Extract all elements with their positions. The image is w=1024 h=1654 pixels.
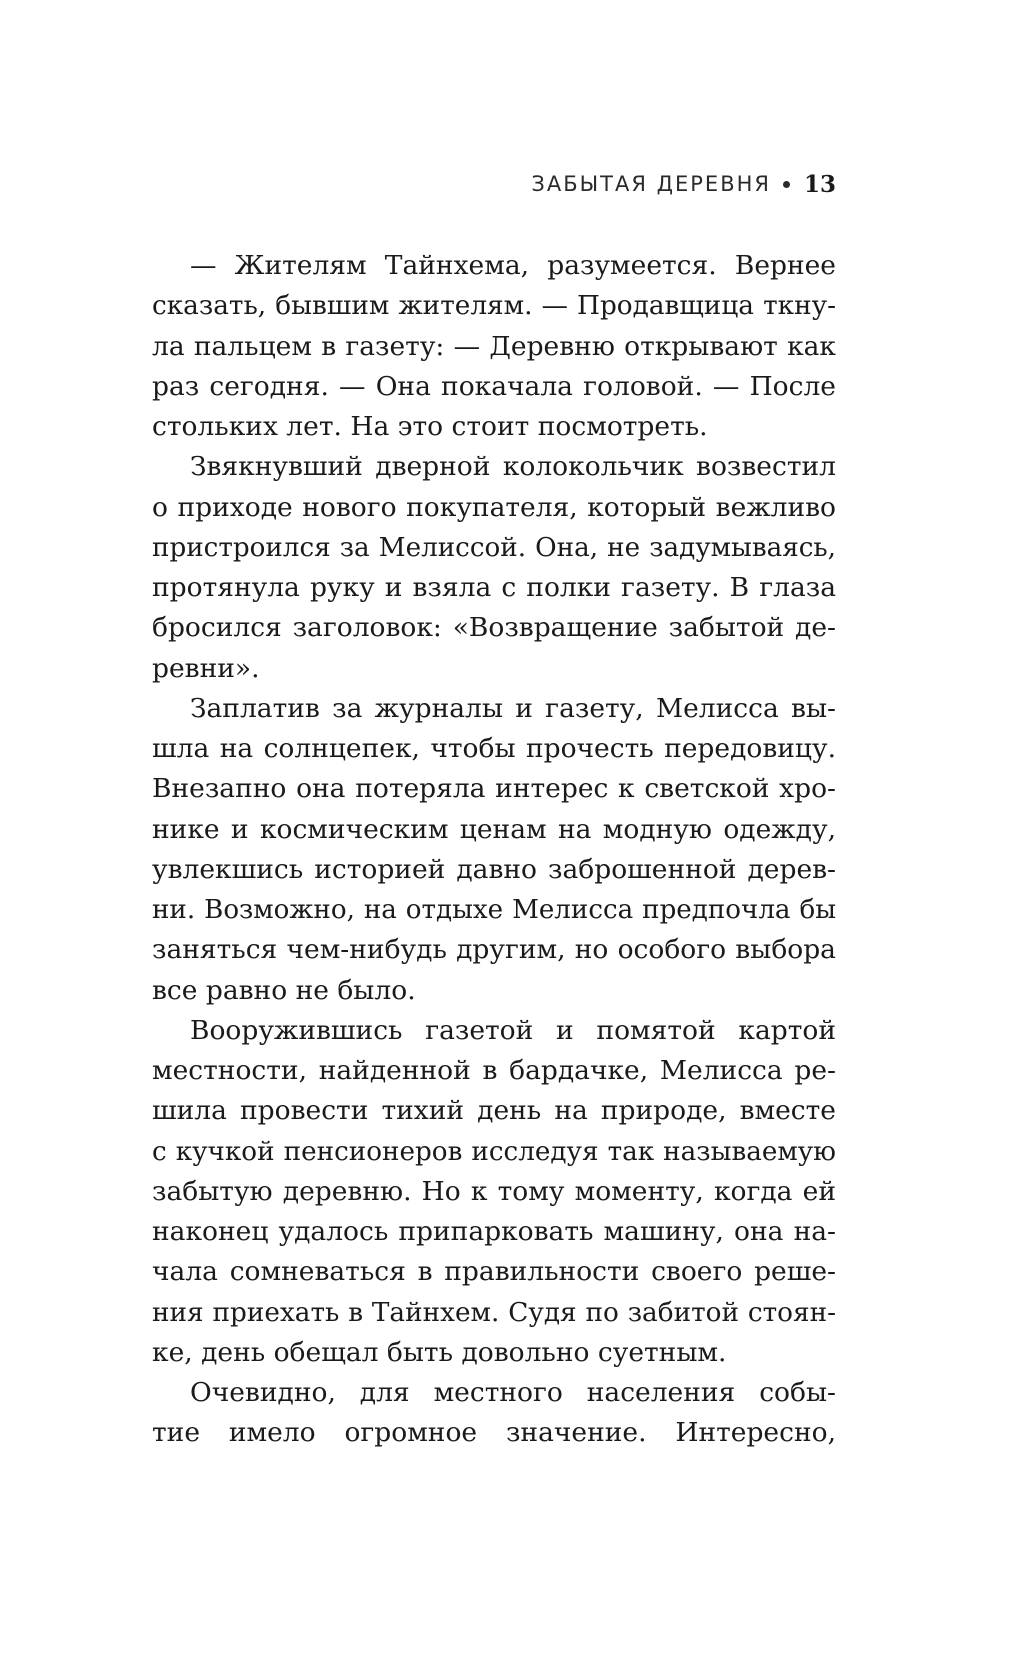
text-line: все равно не было. (152, 974, 416, 1006)
text-line: Внезапно она потеряла интерес к светской хро- (152, 773, 836, 805)
text-line: Очевидно, для местного населения собы- (190, 1377, 836, 1408)
bullet-icon (783, 181, 790, 188)
running-head (531, 168, 836, 200)
text-line: чала сомневаться в правильности своего реше- (152, 1256, 836, 1288)
body-text (152, 246, 836, 1454)
text-line: ни. Возможно, на отдыхе Мелисса предпочла бы (152, 895, 836, 925)
text-line: Звякнувший дверной колокольчик возвестил (190, 451, 836, 483)
text-line: — Жителям Тайнхема, разумеется. Вернее (190, 250, 836, 281)
text-line: наконец удалось припарковать машину, она на- (152, 1216, 836, 1247)
page-number: 13 (803, 170, 836, 198)
text-line: нике и космическим ценам на модную одежду, (152, 813, 836, 845)
text-line: местности, найденной в бардачке, Мелисса ре- (152, 1055, 836, 1086)
text-line: ла пальцем в газету: — Деревню открывают как (152, 330, 836, 362)
text-line: ке, день обещал быть довольно суетным. (152, 1336, 727, 1368)
text-line: пристроился за Мелиссой. Она, не задумываясь, (152, 532, 836, 563)
text-line: протянула руку и взяла с полки газету. В глаза (152, 572, 836, 603)
text-line: ревни». (152, 652, 260, 684)
text-line: раз сегодня. — Она покачала головой. — После (152, 370, 836, 402)
text-line: забытую деревню. Но к тому моменту, когда ей (152, 1175, 836, 1207)
text-line: заняться чем-нибудь другим, но особого выбора (152, 934, 836, 966)
text-line: о приходе нового покупателя, который вежливо (152, 491, 836, 523)
text-line: Вооружившись газетой и помятой картой (190, 1014, 836, 1046)
text-line: бросился заголовок: «Возвращение забытой де- (152, 612, 836, 644)
text-line: с кучкой пенсионеров исследуя так называемую (152, 1136, 836, 1167)
text-line: шила провести тихий день на природе, вместе (152, 1095, 836, 1127)
text-line: стольких лет. На это стоит посмотреть. (152, 411, 708, 442)
text-line: тие имело огромное значение. Интересно, (152, 1417, 836, 1449)
text-line: Заплатив за журналы и газету, Мелисса вы- (190, 692, 836, 724)
text-line: ния приехать в Тайнхем. Судя по забитой стоян- (152, 1297, 836, 1328)
text-line: увлекшись историей давно заброшенной дерев- (152, 853, 836, 885)
running-title: ЗАБЫТАЯ ДЕРЕВНЯ (531, 172, 771, 196)
text-line: шла на солнцепек, чтобы прочесть передовицу. (152, 733, 836, 764)
text-line: сказать, бывшим жителям. — Продавщица ткну- (152, 291, 836, 322)
